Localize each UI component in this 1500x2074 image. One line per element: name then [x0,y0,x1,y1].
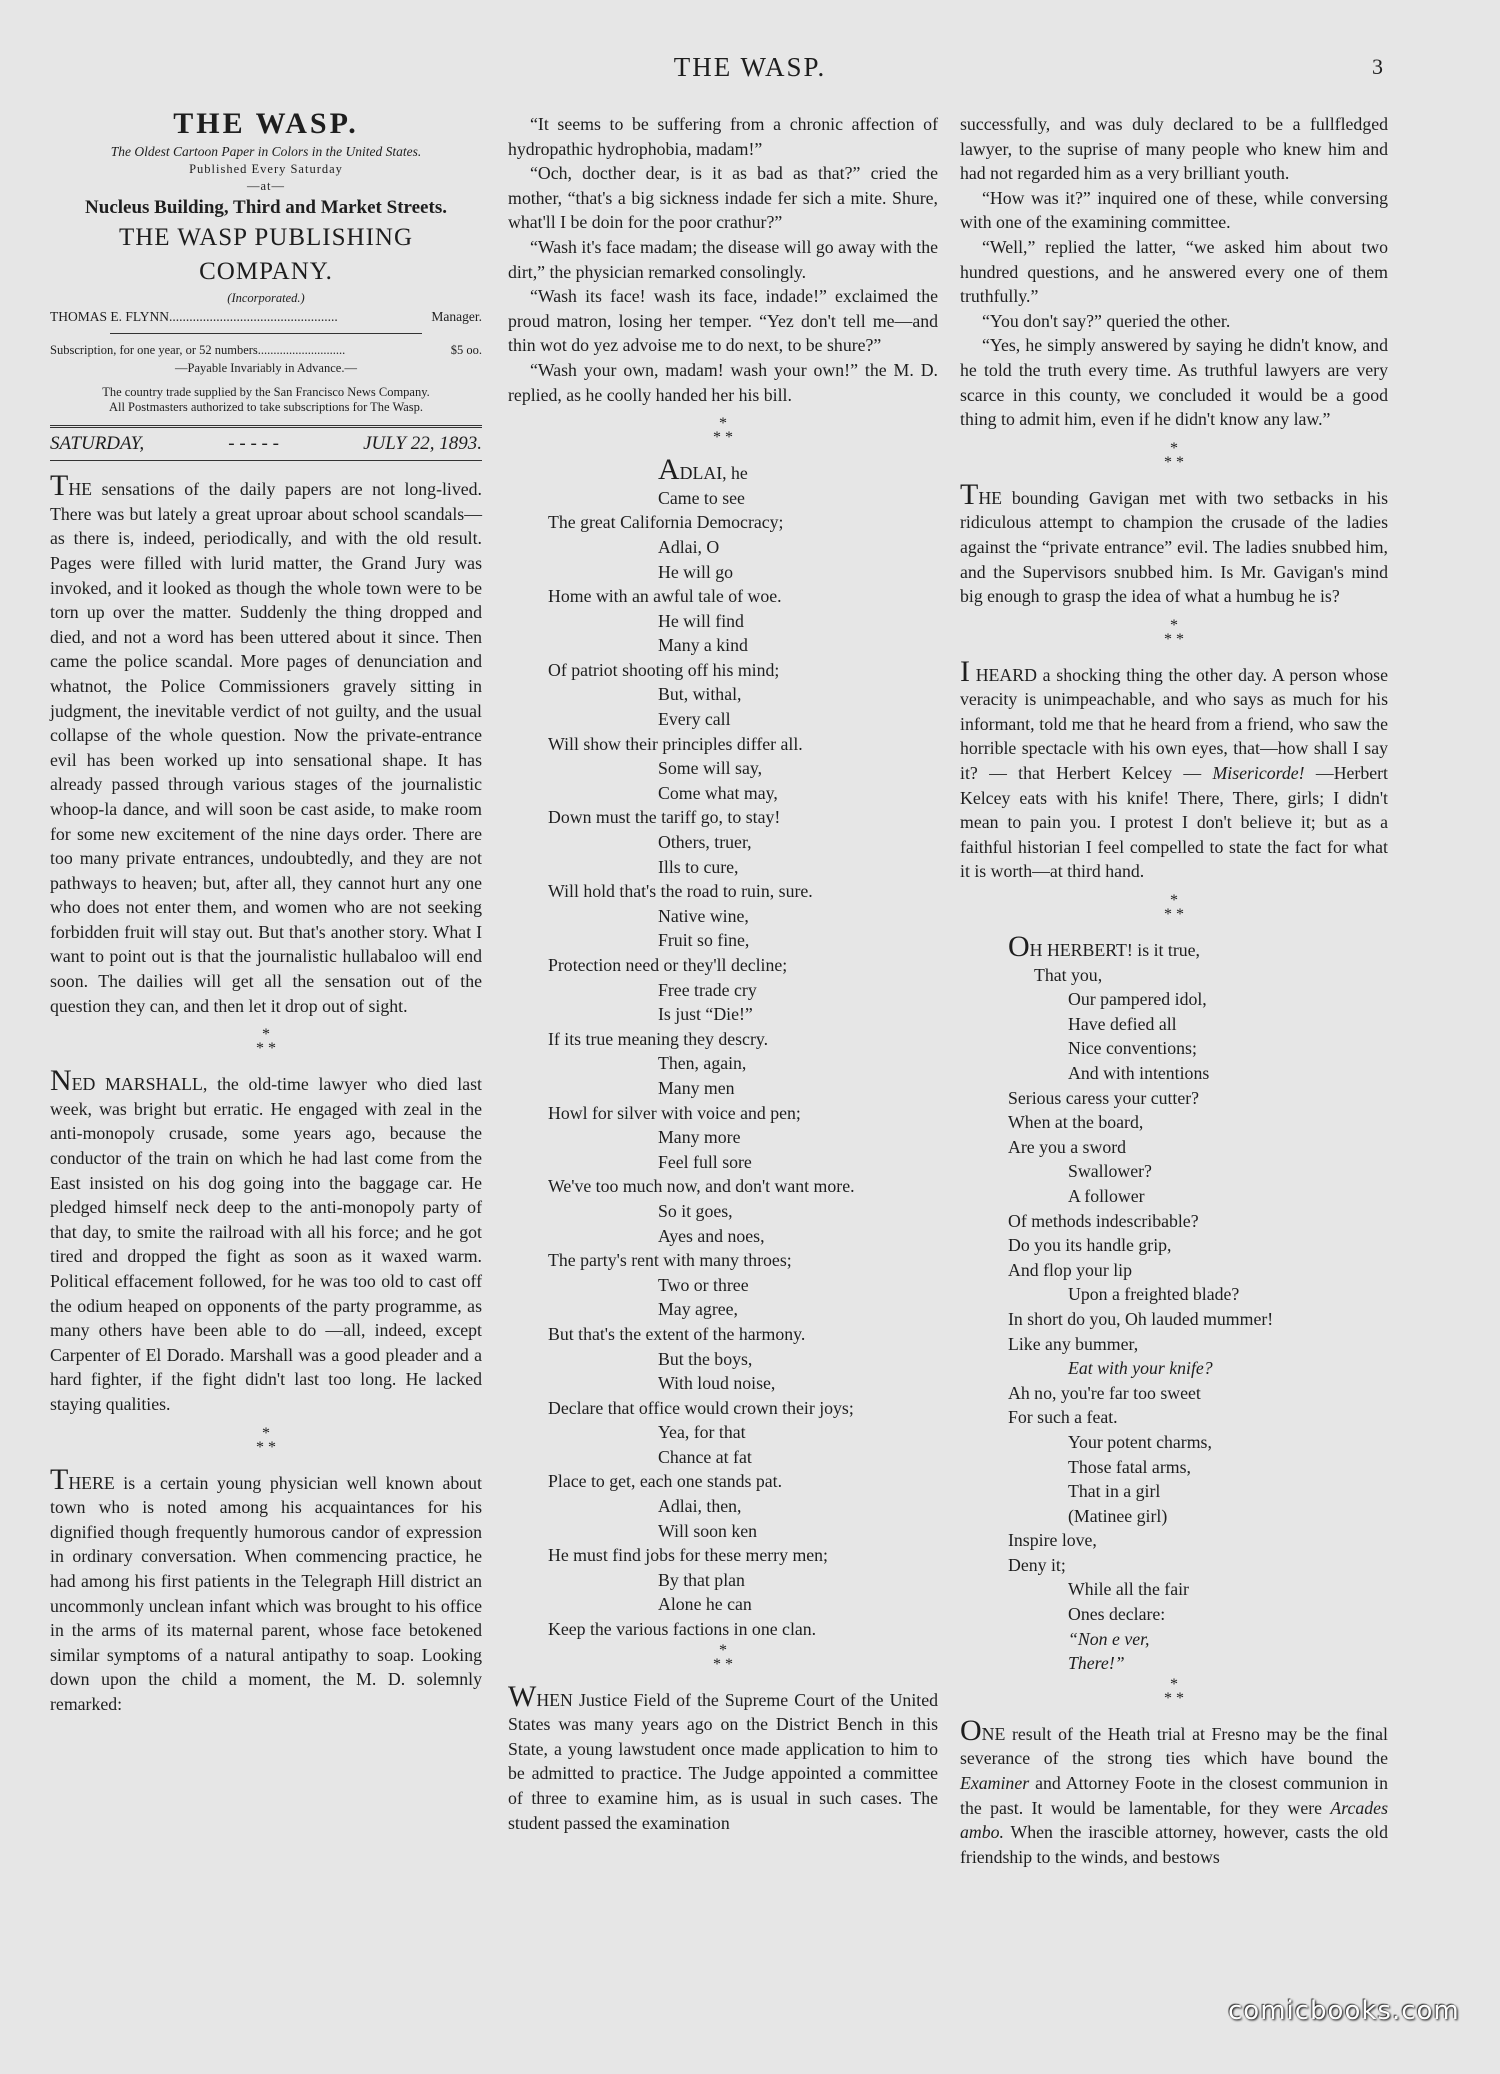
column-2 [508,112,938,1835]
dateline [50,432,482,462]
section-separator [960,1675,1388,1707]
star-bottom: * * [1164,453,1184,471]
poem-line [548,1051,938,1076]
manager-title: Manager. [431,308,482,324]
poem-line [548,1174,938,1199]
poem-line-text: Many men [658,1077,735,1098]
paragraph-text: HEN Justice Field of the Supreme Court of the United States was many years ago on the District Bench in this State, a young lawstudent once made application to him to be admitted to practice. The Judge appointed a committee of three to examine him, as is usual in such cases. The student passed the examination [508,1689,938,1833]
poem-line [1008,1012,1388,1037]
poem-line-text: Will hold that's the road to ruin, sure. [548,881,813,902]
paragraph-text: NE result of the Heath trial at Fresno may be the final severance of the strong ties which have bound the [960,1723,1388,1769]
poem-line-text: DLAI, he [679,463,748,484]
drop-cap: I [960,654,970,688]
paragraph-emphasis: Misericorde! [1212,763,1305,784]
story-paragraph: “Well,” replied the latter, “we asked him about two hundred questions, and he answered every one of them truthfully.” [960,236,1388,307]
poem-line [1008,1332,1388,1357]
paragraph-text: HERE is a certain young physician well known about town who is noted among his acquaintances for his dignified though frequently humorous candor of expression in ordinary conversation. When commencing practice, he had among his first patients in the Telegraph Hill district an uncommonly unclean infant which was brought to his office in the arms of its maternal parent, whose face betokened similar symptoms of a natural antipathy to soap. Looking down upon the child a moment, the M. D. solemnly remarked: [50,1472,482,1714]
poem-line [1008,1455,1388,1480]
poem-line [1008,1577,1388,1602]
poem-line-text: The great California Democracy; [548,512,784,533]
story-paragraph: “How was it?” inquired one of these, while conversing with one of the examining committee. [960,187,1388,233]
star-top: * [262,1026,270,1044]
poem-line [548,609,938,634]
masthead-company: THE WASP PUBLISHING COMPANY. [118,223,414,285]
poem-line [1008,1651,1388,1676]
poem-line [548,682,938,707]
poem-line-text: Native wine, [658,905,749,926]
poem-line [1008,1135,1388,1160]
poem-line-text: Eat with your knife? [1068,1358,1213,1379]
column-3 [960,112,1388,1869]
poem-line [548,535,938,560]
poem-line-text: Came to see [658,487,745,508]
masthead-subscription-row [50,340,482,360]
dialogue-paragraph: “Wash it's face madam; the disease will go away with the dirt,” the physician remarked consolingly. [508,236,938,282]
poem-line [548,1199,938,1224]
subscription-dots: ............................ [257,342,346,357]
masthead-at: —at— [246,178,286,193]
physician-dialogue [508,112,938,407]
story-paragraph: “Yes, he simply answered by saying he didn't know, and he told the truth every time. As truthful lawyers are very scarce in this county, we concluded it would be a good thing to admit him, even if he didn't know any law.” [960,335,1388,430]
poem-line [1008,1061,1388,1086]
poem-line-text: Fruit so fine, [658,930,750,951]
masthead-title: THE WASP. [173,107,359,140]
poem-line-text: Is just “Die!” [658,1004,753,1025]
poem-line [1008,1110,1388,1135]
poem-line [1008,930,1388,964]
dateline-day: SATURDAY, [50,432,145,454]
poem-line [1008,1479,1388,1504]
trade-note-line-2: All Postmasters authorized to take subscriptions for The Wasp. [108,399,424,414]
poem-line-text: Many more [658,1127,741,1148]
masthead-rule [110,333,422,334]
poem-line [548,1420,938,1445]
poem-line-text: With loud noise, [658,1373,776,1394]
lawyer-story-continued [960,112,1388,432]
poem-line-text: Ah no, you're far too sweet [1008,1382,1201,1403]
paragraph-text: HE sensations of the daily papers are not long-lived. There was but lately a great uproar about school scandals—as there is, indeed, periodically, and with the old result. Pages were filled with lurid matter, the Grand Jury was invoked, and it looked as though the whole town were to be torn up over the matter. Suddenly the thing dropped and died, and not a word has been uttered about it since. Then came the police scandal. More pages of denunciation and whatnot, the Police Commissioners gravely sitting in judgment, the inevitable verdict of not guilty, and the usual collapse of the whole question. Now the private-entrance evil has been worked up into sensational shape. It has already passed through various stages of the journalistic whoop-la dance, and will soon be cast aside, to make room for some new excitement of the nine days order. There are too many private entrances, undoubtedly, and they are not pathways to heaven; but, after all, they cannot hurt any one who does not enter them, and women who are not seeking forbidden fruit will stay out. But that's another story. What I want to point out is that the journalistic hullabaloo will end soon. The dailies will get all the sensation out of the question they can, and then let it drop out of sight. [50,479,482,1016]
poem-line-text: Down must the tariff go, to stay! [548,807,781,828]
masthead-manager-row [50,307,482,327]
poem-line [548,1568,938,1593]
star-bottom: * * [713,1655,733,1673]
poem-line-text: There!” [1068,1653,1125,1674]
paragraph-text: —Herbert Kelcey eats with his knife! There, There, girls; I didn't mean to pain you. I protest I don't believe it; but as a faithful historian I feel compelled to state the fact for what it is worth—at third hand. [960,763,1388,882]
poem-line-text: Upon a freighted blade? [1068,1284,1240,1305]
poem-line [1008,1258,1388,1283]
dateline-dashes: - - - - - [228,432,279,454]
poem-line [548,1027,938,1052]
poem-line [548,1150,938,1175]
star-bottom: * * [1164,1689,1184,1707]
star-bottom: * * [713,429,733,447]
poem-line-text: When at the board, [1008,1112,1144,1133]
poem-line [1008,1356,1388,1381]
star-bottom: * * [256,1040,276,1058]
poem-line [548,855,938,880]
poem-line [548,707,938,732]
star-top: * [1170,616,1178,634]
poem-line-text: Yea, for that [658,1422,746,1443]
poem-line [548,1273,938,1298]
poem-line-text: Some will say, [658,758,763,779]
poem-line [548,1396,938,1421]
poem-line [548,1371,938,1396]
poem-line [1008,1504,1388,1529]
poem-line [548,1592,938,1617]
masthead-payable: —Payable Invariably in Advance.— [175,360,357,375]
poem-line [548,756,938,781]
poem-line-text: Will show their principles differ all. [548,733,803,754]
poem-line-text: Home with an awful tale of woe. [548,586,782,607]
star-top: * [1170,892,1178,910]
column-1 [50,107,482,1717]
paragraph-text: When the irascible attorney, however, casts the old friendship to the winds, and bestows [960,1822,1388,1867]
poem-line-text: Free trade cry [658,979,757,1000]
poem-line-text: But the boys, [658,1348,753,1369]
poem-line [548,732,938,757]
poem-line-text: If its true meaning they descry. [548,1028,769,1049]
poem-line [548,584,938,609]
poem-line-text: A follower [1068,1185,1145,1206]
poem-line-text: And with intentions [1068,1063,1210,1083]
section-separator [508,417,938,445]
poem-line-text: He must find jobs for these merry men; [548,1545,828,1566]
dialogue-paragraph: “Och, docther dear, is it as bad as that?” cried the mother, “that's a big sickness indade fer sich a mite. Shure, what'll I be doin for the poor crathur?” [508,163,938,233]
poem-line [548,658,938,683]
poem-line-text: Then, again, [658,1053,747,1074]
poem-line [548,1469,938,1494]
poem-line [1008,1602,1388,1627]
drop-cap: T [50,469,69,503]
drop-cap: O [1008,930,1030,964]
drop-cap: N [50,1064,72,1098]
story-paragraph: “You don't say?” queried the other. [982,310,1231,331]
poem-line-text: Alone he can [658,1594,752,1615]
poem-line [548,1248,938,1273]
poem-line-text: Will soon ken [658,1520,758,1541]
poem-line [548,453,938,487]
subscription-price: $5 oo. [450,342,482,357]
poem-line-text: Serious caress your cutter? [1008,1087,1200,1108]
poem-line-text: Inspire love, [1008,1530,1097,1551]
poem-line [548,1224,938,1249]
manager-dots: .................................................. [169,308,338,324]
poem-line [548,1101,938,1126]
poem-line [548,805,938,830]
poem-line-text: Have defied all [1068,1013,1177,1034]
poem-line [548,1125,938,1150]
paragraph-young-physician [50,1462,482,1717]
poem-line-text: Our pampered idol, [1068,989,1207,1010]
poem-line-text: Protection need or they'll decline; [548,955,788,975]
star-top: * [719,1641,727,1659]
star-bottom: * * [1164,906,1184,924]
section-separator [508,1641,938,1673]
dialogue-paragraph: “Wash its face! wash its face, indade!” exclaimed the proud matron, losing her temper. “Yez don't tell me—and thin wot do yez advoise me to do next, to be shure?” [508,286,938,356]
section-separator [960,616,1388,648]
poem-line [548,879,938,904]
poem-line [548,1494,938,1519]
poem-line [1008,1159,1388,1184]
poem-line [1008,1430,1388,1455]
poem-line-text: That in a girl [1068,1481,1161,1502]
poem-line [1008,987,1388,1012]
poem-line [548,904,938,929]
poem-line-text: Ones declare: [1068,1604,1166,1625]
paragraph-heath-trial [960,1713,1388,1870]
poem-line [548,928,938,953]
poem-line [548,953,938,978]
poem-line-text: So it goes, [658,1200,733,1221]
poem-line-text: He will find [658,610,744,631]
poem-line-text: Deny it; [1008,1554,1066,1575]
poem-line [1008,1282,1388,1307]
poem-line-text: Declare that office would crown their joys; [548,1397,854,1418]
poem-line [548,1617,938,1642]
paragraph-text: ED MARSHALL, the old-time lawyer who died last week, was bright but erratic. He engaged with zeal in the anti-monopoly crusade, some years ago, because the conductor of the train on which he had last come from the East insisted on his dog going into the baggage car. He pledged himself neck deep to the anti-monopoly party of that day, to smite the railroad with all his force; and he got tired and dropped the fight as soon as it waxed warm. Political effacement followed, for he was too old to cast off the odium heaped on opponents of the party programme, as many others have been able to do —all, indeed, except Carpenter of El Dorado. Marshall was a good pleader and a hard fighter, if the fight didn't last too long. He lacked staying qualities. [50,1074,482,1414]
poem-line-text: Of methods indescribable? [1008,1210,1199,1231]
poem-line-text: (Matinee girl) [1068,1505,1168,1526]
running-head: THE WASP. [673,52,827,82]
poem-line-text: Two or three [658,1274,749,1295]
poem-line-text: Your potent charms, [1068,1431,1212,1452]
star-top: * [719,415,727,433]
poem-line [1008,1381,1388,1406]
section-separator [50,1424,482,1456]
drop-cap: T [960,477,979,511]
poem-line [1008,1405,1388,1430]
watermark-credit: comicbooks.com [1228,1996,1460,2026]
poem-line [548,1347,938,1372]
paragraph-herbert-kelcey [960,654,1388,884]
star-bottom: * * [1164,630,1184,648]
paragraph-text: HEARD a shocking thing the other day. A person whose veracity is unimpeachable, and who says as much for his informant, told me that he heard from a friend, who saw the horrible spectacle with his own eyes, that—how shall I say it? — that Herbert Kelcey — [960,664,1388,784]
poem-line [548,1445,938,1470]
dateline-rule [50,425,482,428]
drop-cap: T [50,1462,69,1496]
poem-line [548,560,938,585]
poem-line [548,1076,938,1101]
poem-line [1008,1233,1388,1258]
poem-adlai [548,453,938,1642]
poem-line-text: Swallower? [1068,1161,1152,1182]
masthead-tagline: The Oldest Cartoon Paper in Colors in the United States. [110,143,422,159]
paragraph-emphasis: Arcades ambo. [960,1797,1388,1843]
masthead-address: Nucleus Building, Third and Market Streets. [85,196,447,218]
poem-line-text: Others, truer, [658,832,752,853]
poem-line-text: He will go [658,561,734,582]
poem-line [548,1543,938,1568]
dialogue-paragraph: “It seems to be suffering from a chronic affection of hydropathic hydrophobia, madam!” [508,114,938,159]
section-separator [960,894,1388,922]
poem-line-text: Like any bummer, [1008,1333,1139,1354]
poem-line-text: Of patriot shooting off his mind; [548,659,780,680]
poem-line-text: Ayes and noes, [658,1225,765,1246]
paragraph-ned-marshall [50,1064,482,1416]
paragraph-justice-field [508,1679,938,1836]
poem-line-text: But that's the extent of the harmony. [548,1323,806,1344]
drop-cap: O [960,1713,982,1747]
poem-line [548,486,938,511]
poem-line [548,1519,938,1544]
drop-cap: A [658,453,680,487]
manager-name: THOMAS E. FLYNN [50,308,170,324]
paragraph-gavigan [960,477,1388,609]
subscription-label: Subscription, for one year, or 52 numbers [50,342,258,357]
poem-line-text: Do you its handle grip, [1008,1235,1172,1256]
poem-line [1008,1036,1388,1061]
page-number: 3 [1372,54,1383,79]
poem-line-text: Ills to cure, [658,856,739,877]
section-separator [960,439,1388,471]
poem-oh-herbert [1008,930,1388,1676]
poem-line-text: Chance at fat [658,1446,752,1467]
poem-line [1008,1209,1388,1234]
poem-line [1008,1184,1388,1209]
poem-line [1008,1086,1388,1111]
poem-line [1008,1553,1388,1578]
poem-line-text: And flop your lip [1008,1259,1132,1280]
poem-line [1008,1528,1388,1553]
poem-line-text: While all the fair [1068,1579,1189,1600]
poem-line-text: By that plan [658,1569,745,1590]
dialogue-paragraph: “Wash your own, madam! wash your own!” the M. D. replied, as he coolly handed her his bill. [508,359,938,405]
story-paragraph: successfully, and was duly declared to be a fullfledged lawyer, to the suprise of many people who knew him and had not regarded him as a very brilliant youth. [960,114,1388,184]
poem-line-text: Nice conventions; [1068,1038,1197,1059]
masthead-trade-note [50,385,482,415]
star-top: * [1170,439,1178,457]
section-separator [50,1028,482,1056]
poem-line [548,781,938,806]
poem-line-text: “Non e ver, [1068,1628,1150,1649]
poem-line-text: Howl for silver with voice and pen; [548,1102,801,1123]
dateline-date: JULY 22, 1893. [363,432,482,454]
poem-line-text: Adlai, O [658,536,720,557]
poem-line-text: Come what may, [658,782,778,803]
star-bottom: * * [256,1438,276,1456]
poem-line-text: But, withal, [658,684,742,705]
masthead-incorporated: (Incorporated.) [227,290,305,305]
poem-line [548,830,938,855]
paragraph-sensations [50,469,482,1018]
poem-line-text: Feel full sore [658,1151,752,1172]
paragraph-text: HE bounding Gavigan met with two setbacks in his ridiculous attempt to champion the crusade of the ladies against the “private entrance” evil. The ladies snubbed him, and the Supervisors snubbed him. Is Mr. Gavigan's mind big enough to grasp the idea of what a humbug he is? [960,487,1388,607]
poem-line-text: In short do you, Oh lauded mummer! [1008,1308,1274,1329]
poem-line-text: Those fatal arms, [1068,1456,1191,1477]
paragraph-emphasis: Examiner [960,1773,1030,1794]
poem-line [548,1002,938,1027]
poem-line-text: We've too much now, and don't want more. [548,1176,855,1197]
poem-line [1008,1627,1388,1652]
poem-line [548,510,938,535]
masthead [50,107,482,415]
trade-note-line-1: The country trade supplied by the San Francisco News Company. [102,384,430,399]
poem-line [548,633,938,658]
poem-line-text: Many a kind [658,635,748,656]
poem-line-text: Are you a sword [1008,1136,1127,1157]
masthead-published: Published Every Saturday [189,161,343,176]
poem-line-text: Place to get, each one stands pat. [548,1471,783,1492]
poem-line [548,978,938,1003]
poem-line-text: The party's rent with many throes; [548,1250,792,1271]
star-top: * [262,1424,270,1442]
paragraph-text: and Attorney Foote in the closest communion in the past. It would be lamentable, for they were [960,1773,1388,1818]
poem-line-text: That you, [1034,964,1103,985]
poem-line-text: May agree, [658,1299,738,1320]
poem-line-text: Adlai, then, [658,1496,742,1517]
poem-line-text: H HERBERT! is it true, [1029,940,1200,961]
poem-line-text: For such a feat. [1008,1407,1118,1428]
poem-line [1008,1307,1388,1332]
poem-line [548,1297,938,1322]
poem-line-text: Every call [658,709,731,730]
poem-line [548,1322,938,1347]
star-top: * [1170,1675,1178,1693]
poem-line [1008,963,1388,988]
poem-line-text: Keep the various factions in one clan. [548,1619,817,1640]
drop-cap: W [508,1679,537,1713]
